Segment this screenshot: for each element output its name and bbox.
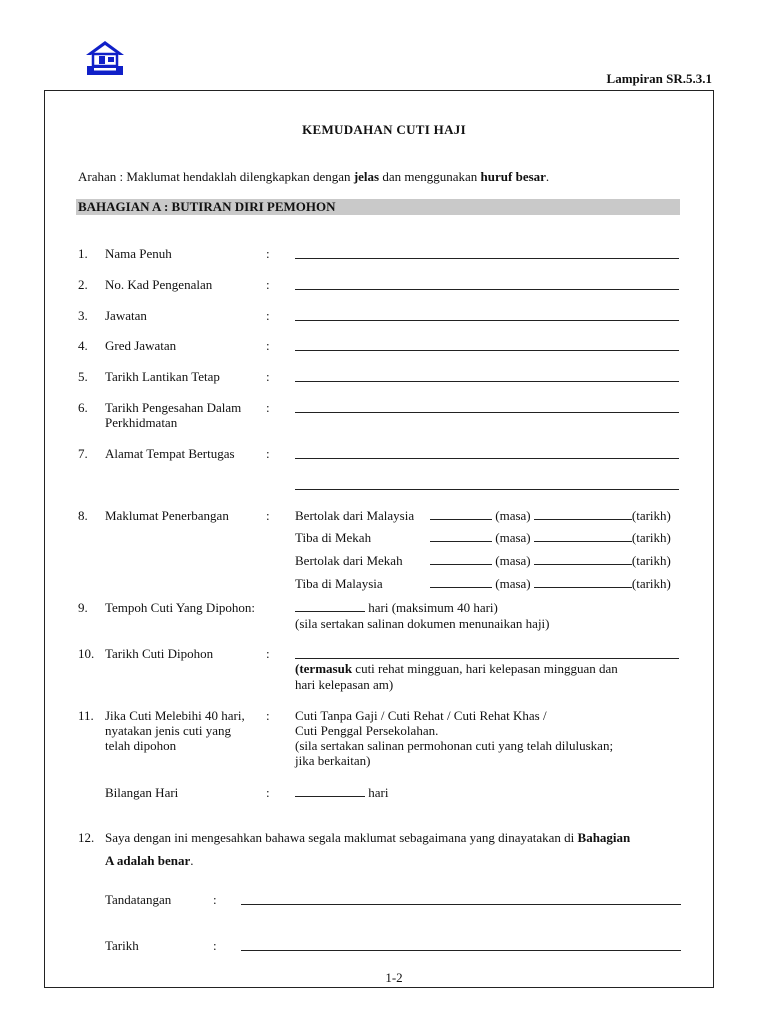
item-number: 12. [78, 830, 95, 845]
label-signature: Tandatangan [105, 892, 172, 907]
flight-row-label: Tiba di Malaysia [295, 576, 383, 591]
label-work-address: Alamat Tempat Bertugas [105, 446, 235, 461]
extended-leave-note: (sila sertakan salinan permohonan cuti yang telah diluluskan; [295, 738, 614, 753]
label-position: Jawatan [105, 308, 147, 323]
leave-dates-note: (termasuk cuti rehat mingguan, hari kelepasan mingguan dan [295, 661, 618, 676]
page-number: 1-2 [385, 970, 403, 985]
leave-type-options[interactable]: Cuti Tanpa Gaji / Cuti Rehat / Cuti Rehat Khas / [295, 708, 547, 723]
item-number: 8. [78, 508, 88, 523]
flight-time-field[interactable] [430, 508, 492, 520]
label-appointment-date: Tarikh Lantikan Tetap [105, 369, 220, 384]
label-confirmation-date: Tarikh Pengesahan Dalam [105, 400, 242, 415]
reference-code: Lampiran SR.5.3.1 [606, 71, 712, 86]
label-full-name: Nama Penuh [105, 246, 172, 261]
grade-field[interactable] [295, 350, 679, 351]
item-number: 3. [78, 308, 88, 323]
days-count-row: hari [295, 785, 388, 800]
flight-row-label: Tiba di Mekah [295, 530, 372, 545]
flight-row-fields: (masa) (tarikh) [430, 508, 671, 523]
item-number: 4. [78, 338, 88, 353]
leave-dates-field[interactable] [295, 658, 679, 659]
label-days-count: Bilangan Hari [105, 785, 179, 800]
flight-date-field[interactable] [534, 530, 632, 542]
flight-row-fields: (masa) (tarikh) [430, 576, 671, 591]
label-date: Tarikh [105, 938, 139, 953]
date-field[interactable] [241, 950, 681, 951]
item-number: 2. [78, 277, 88, 292]
flight-time-field[interactable] [430, 553, 492, 565]
leave-dates-note-line2: hari kelepasan am) [295, 677, 394, 692]
item-number: 1. [78, 246, 88, 261]
label-leave-duration: Tempoh Cuti Yang Dipohon: [105, 600, 256, 615]
label-leave-dates: Tarikh Cuti Dipohon [105, 646, 214, 661]
work-address-field[interactable] [295, 458, 679, 459]
form-title: KEMUDAHAN CUTI HAJI [302, 122, 466, 137]
label-flight-info: Maklumat Penerbangan [105, 508, 229, 523]
flight-date-field[interactable] [534, 576, 632, 588]
ic-number-field[interactable] [295, 289, 679, 290]
label-extended-leave: Jika Cuti Melebihi 40 hari, [105, 708, 245, 723]
item-number: 9. [78, 600, 88, 615]
label-extended-leave-line3: telah dipohon [105, 738, 177, 753]
item-number: 10. [78, 646, 95, 661]
label-grade: Gred Jawatan [105, 338, 177, 353]
label-confirmation-date-line2: Perkhidmatan [105, 415, 178, 430]
position-field[interactable] [295, 320, 679, 321]
flight-date-field[interactable] [534, 508, 632, 520]
flight-date-field[interactable] [534, 553, 632, 565]
house-logo-icon [84, 40, 126, 76]
leave-duration-row: hari (maksimum 40 hari) [295, 600, 498, 615]
days-count-field[interactable] [295, 785, 365, 797]
label-ic-number: No. Kad Pengenalan [105, 277, 213, 292]
label-extended-leave-line2: nyatakan jenis cuti yang [105, 723, 231, 738]
section-a-header: BAHAGIAN A : BUTIRAN DIRI PEMOHON [76, 199, 680, 215]
flight-time-field[interactable] [430, 530, 492, 542]
full-name-field[interactable] [295, 258, 679, 259]
item-number: 11. [78, 708, 94, 723]
flight-row-fields: (masa) (tarikh) [430, 530, 671, 545]
flight-row-label: Bertolak dari Malaysia [295, 508, 415, 523]
flight-row-fields: (masa) (tarikh) [430, 553, 671, 568]
declaration-text: Saya dengan ini mengesahkan bahawa segala maklumat sebagaimana yang dinayatakan di Bahagian [105, 830, 631, 845]
confirmation-date-field[interactable] [295, 412, 679, 413]
item-number: 6. [78, 400, 88, 415]
signature-field[interactable] [241, 904, 681, 905]
item-number: 7. [78, 446, 88, 461]
flight-time-field[interactable] [430, 576, 492, 588]
work-address-field-line2[interactable] [295, 489, 679, 490]
appointment-date-field[interactable] [295, 381, 679, 382]
leave-type-options-line2[interactable]: Cuti Penggal Persekolahan. [295, 723, 439, 738]
leave-duration-note: (sila sertakan salinan dokumen menunaikan haji) [295, 616, 550, 631]
item-number: 5. [78, 369, 88, 384]
declaration-text-line2: A adalah benar. [105, 853, 194, 868]
extended-leave-note-line2: jika berkaitan) [295, 753, 371, 768]
instruction-text: Arahan : Maklumat hendaklah dilengkapkan dengan jelas dan menggunakan huruf besar. [78, 169, 550, 184]
leave-duration-field[interactable] [295, 600, 365, 612]
flight-row-label: Bertolak dari Mekah [295, 553, 403, 568]
